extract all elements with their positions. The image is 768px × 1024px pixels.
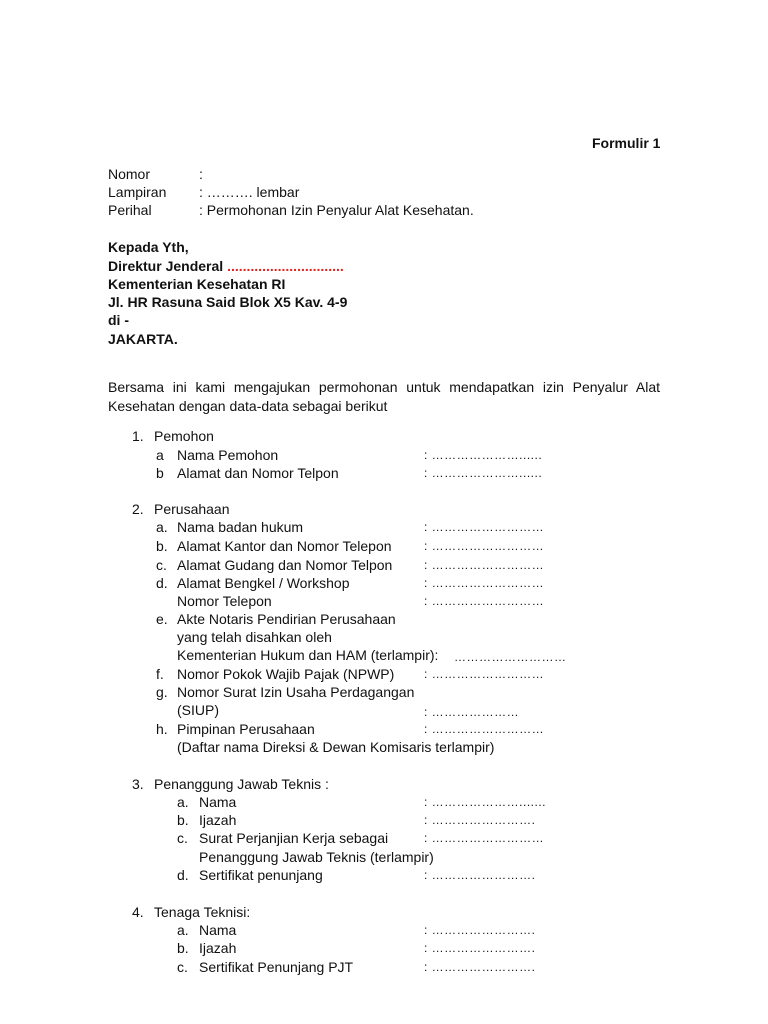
item-value: : ………………………: [424, 667, 545, 681]
item-value: : ………………….......: [424, 795, 547, 809]
lampiran-label: Lampiran: [108, 184, 167, 200]
item-value: : …………………….: [424, 923, 536, 937]
item-key: c.: [156, 557, 167, 573]
item-label: Akte Notaris Pendirian Perusahaan: [177, 611, 396, 627]
recipient-line-3: Kementerian Kesehatan RI: [108, 276, 286, 292]
item-key: b.: [156, 538, 168, 554]
section-2-number: 2.: [132, 501, 144, 517]
recipient-line-6: JAKARTA.: [108, 331, 178, 347]
nomor-label: Nomor: [108, 166, 151, 182]
item-value: : …………………: [424, 705, 520, 719]
nomor-value: :: [199, 166, 203, 182]
item-key: c.: [177, 830, 188, 846]
item-value: : ………………………: [424, 520, 545, 534]
form-label: Formulir 1: [592, 135, 661, 151]
item-label: Nomor Pokok Wajib Pajak (NPWP): [177, 666, 395, 682]
item-label: yang telah disahkan oleh: [177, 629, 332, 645]
item-label: Nama Pemohon: [177, 447, 279, 463]
item-key: a.: [156, 519, 168, 535]
intro-line-2: Kesehatan dengan data-data sebagai berikut: [108, 398, 388, 414]
item-value: : ………………………: [424, 576, 545, 590]
section-3-number: 3.: [132, 776, 144, 792]
section-1-number: 1.: [132, 428, 144, 444]
item-label: Sertifikat Penunjang PJT: [199, 959, 354, 975]
item-key: h.: [156, 721, 168, 737]
recipient-line-4: Jl. HR Rasuna Said Blok X5 Kav. 4-9: [108, 294, 348, 310]
item-value: : …………………….: [424, 813, 536, 827]
item-key: c.: [177, 959, 188, 975]
item-label: Surat Perjanjian Kerja sebagai: [199, 830, 389, 846]
item-label: Alamat dan Nomor Telpon: [177, 465, 339, 481]
item-label: Penanggung Jawab Teknis (terlampir): [199, 849, 434, 865]
recipient-line-5: di -: [108, 312, 129, 328]
item-value: : ………………………: [424, 539, 545, 553]
item-value: : …………………….: [424, 941, 536, 955]
item-key: a.: [177, 922, 189, 938]
item-label: Alamat Bengkel / Workshop: [177, 575, 350, 591]
item-key: a: [156, 447, 164, 463]
recipient-title: Direktur Jenderal: [108, 258, 228, 274]
item-key: d.: [177, 867, 189, 883]
item-key: b: [156, 465, 164, 481]
perihal-label: Perihal: [108, 202, 152, 218]
item-key: e.: [156, 611, 168, 627]
section-1-title: Pemohon: [154, 428, 214, 444]
recipient-line-1: Kepada Yth,: [108, 239, 189, 255]
section-2-title: Perusahaan: [154, 501, 230, 517]
section-4-number: 4.: [132, 904, 144, 920]
item-value: : ………………………: [424, 594, 545, 608]
recipient-line-2: [108, 257, 344, 275]
item-label: Ijazah: [199, 812, 237, 828]
item-label: Nomor Surat Izin Usaha Perdagangan: [177, 684, 415, 700]
item-label: Pimpinan Perusahaan: [177, 721, 315, 737]
item-value: : …………………......: [424, 448, 543, 462]
item-label: Alamat Kantor dan Nomor Telepon: [177, 538, 392, 554]
item-value: : ………………………: [424, 722, 545, 736]
item-key: d.: [156, 575, 168, 591]
item-value: : ………………………: [424, 558, 545, 572]
item-label: Nama: [199, 922, 237, 938]
section-3-title: Penanggung Jawab Teknis :: [154, 776, 329, 792]
item-key: a.: [177, 794, 189, 810]
item-key: b.: [177, 812, 189, 828]
lampiran-value: : ………. lembar: [199, 184, 300, 200]
section-4-title: Tenaga Teknisi:: [154, 904, 251, 920]
recipient-dots: ..............................: [227, 258, 344, 274]
item-label: Kementerian Hukum dan HAM (terlampir):: [177, 647, 439, 663]
perihal-value: : Permohonan Izin Penyalur Alat Kesehatan.: [199, 202, 474, 218]
item-label: Nama: [199, 794, 237, 810]
intro-line-1: Bersama ini kami mengajukan permohonan untuk mendapatkan izin Penyalur Alat: [108, 379, 660, 395]
item-key: f.: [156, 666, 164, 682]
item-label: Nama badan hukum: [177, 519, 304, 535]
item-label: (SIUP): [177, 702, 219, 718]
item-label: Alamat Gudang dan Nomor Telpon: [177, 557, 393, 573]
item-key: b.: [177, 940, 189, 956]
item-value: : …………………….: [424, 868, 536, 882]
item-label: Nomor Telepon: [177, 593, 272, 609]
item-label: (Daftar nama Direksi & Dewan Komisaris terlampir): [177, 739, 495, 755]
item-key: g.: [156, 684, 168, 700]
item-value: : …………………......: [424, 466, 543, 480]
item-value: : …………………….: [424, 960, 536, 974]
item-value: : ………………………: [424, 831, 545, 845]
item-label: Ijazah: [199, 940, 237, 956]
item-value: ………………………: [454, 650, 567, 664]
item-label: Sertifikat penunjang: [199, 867, 323, 883]
